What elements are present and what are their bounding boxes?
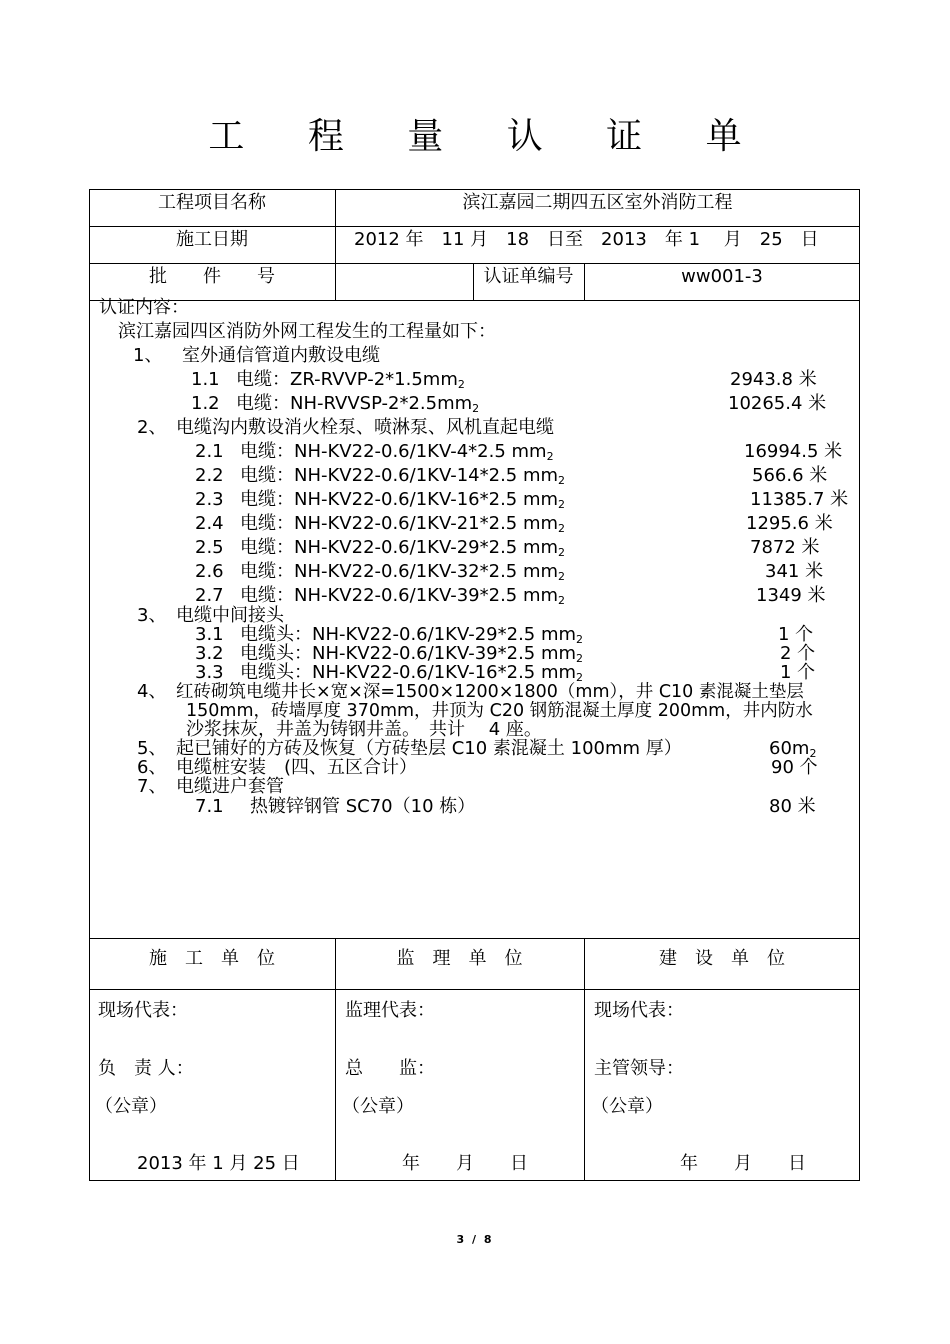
section-description: 电缆桩安装 (四、五区合计） bbox=[176, 757, 418, 778]
item-number: 1.1 bbox=[191, 369, 220, 390]
item-description: 电缆：NH-KV22-0.6/1KV-21*2.5 $mm_2$ bbox=[240, 513, 566, 535]
supervision-date: 年 月 日 bbox=[402, 1153, 528, 1174]
section-number: 3、 bbox=[137, 605, 167, 626]
item-description: 电缆头：NH-KV22-0.6/1KV-16*2.5 $mm_2$ bbox=[240, 662, 584, 684]
row-divider bbox=[89, 226, 860, 227]
section-number: 2、 bbox=[137, 417, 167, 438]
construction-date-label: 施工日期 bbox=[176, 229, 248, 250]
supervision-unit-header: 监 理 单 位 bbox=[396, 948, 523, 969]
item-number: 2.5 bbox=[195, 537, 224, 558]
item-number: 2.1 bbox=[195, 441, 224, 462]
item-quantity: 11385.7 米 bbox=[750, 489, 849, 510]
construction-date-value: 2012 年 11 月 18 日至 2013 年 1 月 25 日 bbox=[354, 229, 819, 250]
item-number: 1.2 bbox=[191, 393, 220, 414]
item-description: 电缆：$ZR-RVVP-2*1.5mm_2$ bbox=[236, 369, 465, 391]
section-number: 1、 bbox=[133, 345, 163, 366]
section-title: 室外通信管道内敷设电缆 bbox=[182, 345, 380, 366]
chief-supervisor: 总 监： bbox=[345, 1058, 435, 1079]
item-quantity: 7872 米 bbox=[750, 537, 820, 558]
item-description: 热镀锌钢管 SC70（10 栋） bbox=[250, 796, 476, 817]
section-description: 起已铺好的方砖及恢复（方砖垫层 C10 素混凝土 100mm 厚） bbox=[176, 738, 682, 759]
item-quantity: 10265.4 米 bbox=[728, 393, 827, 414]
page-title: 工 程 量 认 证 单 bbox=[208, 116, 768, 157]
owner-unit-header: 建 设 单 位 bbox=[659, 948, 785, 969]
row-divider bbox=[89, 989, 860, 990]
batch-number-label: 批 件 号 bbox=[149, 266, 275, 287]
item-description: 电缆头：NH-KV22-0.6/1KV-39*2.5 $mm_2$ bbox=[240, 643, 584, 665]
item-description: 电缆头：NH-KV22-0.6/1KV-29*2.5 $mm_2$ bbox=[240, 624, 584, 646]
item-number: 2.4 bbox=[195, 513, 224, 534]
item-description: 电缆：NH-KV22-0.6/1KV-39*2.5 $mm_2$ bbox=[240, 585, 566, 607]
construction-site-rep: 现场代表： bbox=[98, 1000, 188, 1021]
item-description: 电缆：NH-KV22-0.6/1KV-29*2.5 $mm_2$ bbox=[240, 537, 566, 559]
supervision-seal: （公章） bbox=[342, 1096, 414, 1117]
item-quantity: 16994.5 米 bbox=[744, 441, 843, 462]
cert-number-label: 认证单编号 bbox=[483, 266, 574, 287]
section-description: 红砖砌筑电缆井长×宽×深=1500×1200×1800（mm），井 C10 素混凝土垫层 bbox=[176, 682, 804, 702]
cert-number-value: ww001-3 bbox=[681, 266, 763, 287]
section-title: 电缆进户套管 bbox=[176, 776, 284, 797]
item-quantity: $60m_2$ bbox=[769, 738, 817, 760]
construction-date: 2013 年 1 月 25 日 bbox=[137, 1153, 300, 1174]
section-title: 电缆中间接头 bbox=[176, 605, 284, 626]
item-quantity: 566.6 米 bbox=[752, 465, 828, 486]
col-divider bbox=[335, 938, 336, 1181]
item-description: 电缆：NH-KV22-0.6/1KV-14*2.5 $mm_2$ bbox=[240, 465, 566, 487]
item-number: 3.2 bbox=[195, 643, 224, 664]
item-quantity: 2943.8 米 bbox=[730, 369, 817, 390]
item-number: 2.3 bbox=[195, 489, 224, 510]
page-number: 3 / 8 bbox=[456, 1233, 494, 1246]
item-quantity: 1 个 bbox=[778, 624, 814, 645]
project-name-label: 工程项目名称 bbox=[158, 192, 266, 213]
item-number: 7.1 bbox=[195, 796, 224, 817]
row-divider bbox=[89, 263, 860, 264]
item-number: 2.7 bbox=[195, 585, 224, 606]
col-divider bbox=[584, 938, 585, 1181]
construction-lead: 负 责 人： bbox=[98, 1058, 194, 1079]
item-quantity: 341 米 bbox=[765, 561, 824, 582]
owner-date: 年 月 日 bbox=[680, 1153, 806, 1174]
construction-unit-header: 施 工 单 位 bbox=[149, 948, 275, 969]
project-name-value: 滨江嘉园二期四五区室外消防工程 bbox=[462, 192, 733, 213]
item-number: 2.2 bbox=[195, 465, 224, 486]
item-description: 电缆：NH-KV22-0.6/1KV-4*2.5 $mm_2$ bbox=[240, 441, 554, 463]
content-intro: 滨江嘉园四区消防外网工程发生的工程量如下： bbox=[118, 321, 496, 342]
section-number: 4、 bbox=[137, 681, 167, 702]
construction-seal: （公章） bbox=[95, 1096, 167, 1117]
item-quantity: 90 个 bbox=[771, 757, 818, 778]
section-number: 5、 bbox=[137, 738, 167, 759]
item-description: 电缆：$NH-RVVSP-2*2.5mm_2$ bbox=[236, 393, 480, 415]
row-divider bbox=[89, 938, 860, 939]
item-number: 2.6 bbox=[195, 561, 224, 582]
section-description: 150mm，砖墙厚度 370mm，井顶为 C20 钢筋混凝土厚度 200mm，井内防水 bbox=[186, 701, 813, 721]
item-quantity: 1 个 bbox=[780, 662, 816, 683]
row-divider bbox=[89, 300, 860, 301]
owner-manager: 主管领导： bbox=[594, 1058, 684, 1079]
section-title: 电缆沟内敷设消火栓泵、喷淋泵、风机直起电缆 bbox=[176, 417, 554, 438]
item-quantity: 1295.6 米 bbox=[746, 513, 833, 534]
item-quantity: 2 个 bbox=[780, 643, 816, 664]
section-number: 7、 bbox=[137, 776, 167, 797]
owner-site-rep: 现场代表： bbox=[594, 1000, 684, 1021]
section-number: 6、 bbox=[137, 757, 167, 778]
supervision-rep: 监理代表： bbox=[345, 1000, 435, 1021]
item-quantity: 1349 米 bbox=[756, 585, 826, 606]
item-number: 3.1 bbox=[195, 624, 224, 645]
owner-seal: （公章） bbox=[591, 1096, 663, 1117]
section-description: 沙浆抹灰，井盖为铸钢井盖。 共计 4 座。 bbox=[186, 719, 542, 740]
item-number: 3.3 bbox=[195, 662, 224, 683]
item-quantity: 80 米 bbox=[769, 796, 816, 817]
item-description: 电缆：NH-KV22-0.6/1KV-16*2.5 $mm_2$ bbox=[240, 489, 566, 511]
content-heading: 认证内容： bbox=[99, 297, 189, 318]
item-description: 电缆：NH-KV22-0.6/1KV-32*2.5 $mm_2$ bbox=[240, 561, 566, 583]
